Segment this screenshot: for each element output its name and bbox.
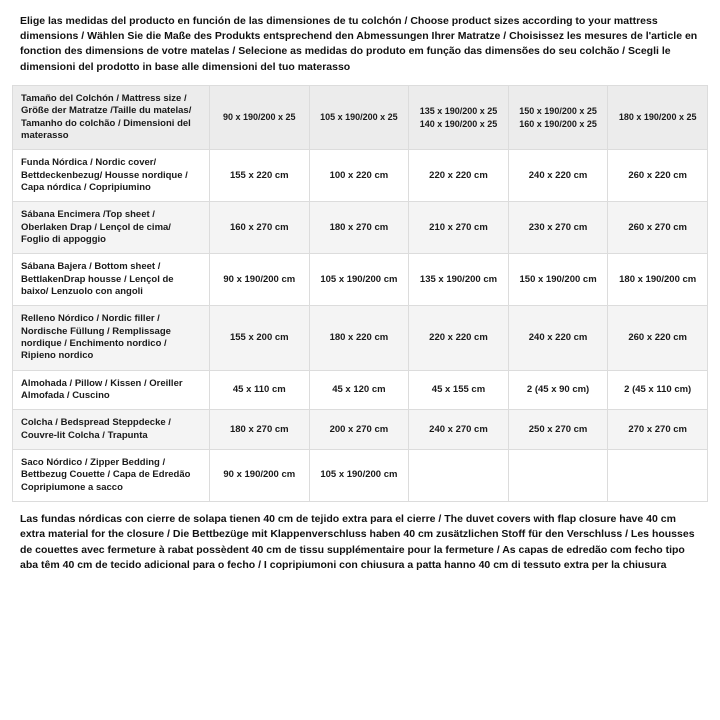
row-value: 135 x 190/200 cm bbox=[409, 254, 509, 306]
header-col-4: 150 x 190/200 x 25 160 x 190/200 x 25 bbox=[508, 85, 608, 149]
row-value: 90 x 190/200 cm bbox=[210, 450, 310, 502]
row-value: 260 x 220 cm bbox=[608, 306, 708, 370]
footnote-text: Las fundas nórdicas con cierre de solapa tienen 40 cm de tejido extra para el cierre / The duvet covers with flap closure have 40 cm extra material for the closure / Die Bettbezüge mit Klappenverschluss haben 40 cm zusätzlichen Stoff für den Verschluss / Les housses de couettes avec fermeture à rabat possèdent 40 cm de tissu supplémentaire pour la fermeture / As capas de edredão com fecho tipo aba têm 40 cm de tecido adicional para o fecho / I copripiumoni con chiusura a patta hanno 40 cm di tessuto extra per la chiusura bbox=[20, 513, 695, 571]
row-value: 45 x 120 cm bbox=[309, 370, 409, 410]
row-label: Sábana Encimera /Top sheet / Oberlaken Drap / Lençol de cima/ Foglio di appoggio bbox=[13, 202, 210, 254]
header-col-5: 180 x 190/200 x 25 bbox=[608, 85, 708, 149]
row-value: 260 x 270 cm bbox=[608, 202, 708, 254]
row-value: 155 x 200 cm bbox=[210, 306, 310, 370]
table-row bbox=[13, 370, 708, 410]
row-value: 200 x 270 cm bbox=[309, 410, 409, 450]
row-value: 240 x 270 cm bbox=[409, 410, 509, 450]
row-value: 45 x 155 cm bbox=[409, 370, 509, 410]
row-value: 2 (45 x 90 cm) bbox=[508, 370, 608, 410]
row-value: 90 x 190/200 cm bbox=[210, 254, 310, 306]
header-label-cell: Tamaño del Colchón / Mattress size / Größe der Matratze /Taille du matelas/ Tamanho do colchão / Dimensioni del materasso bbox=[13, 85, 210, 149]
table-row bbox=[13, 254, 708, 306]
row-value: 2 (45 x 110 cm) bbox=[608, 370, 708, 410]
header-col-1: 90 x 190/200 x 25 bbox=[210, 85, 310, 149]
table-row bbox=[13, 450, 708, 502]
header-col-3: 135 x 190/200 x 25 140 x 190/200 x 25 bbox=[409, 85, 509, 149]
row-label: Funda Nórdica / Nordic cover/ Bettdeckenbezug/ Housse nordique / Capa nórdica / Copripiumino bbox=[13, 150, 210, 202]
row-value: 260 x 220 cm bbox=[608, 150, 708, 202]
row-value: 230 x 270 cm bbox=[508, 202, 608, 254]
table-row bbox=[13, 410, 708, 450]
table-row bbox=[13, 150, 708, 202]
size-table bbox=[12, 85, 708, 502]
row-value: 220 x 220 cm bbox=[409, 306, 509, 370]
row-value: 270 x 270 cm bbox=[608, 410, 708, 450]
row-label: Sábana Bajera / Bottom sheet / BettlakenDrap housse / Lençol de baixo/ Lenzuolo con angoli bbox=[13, 254, 210, 306]
row-label: Colcha / Bedspread Steppdecke / Couvre-lit Colcha / Trapunta bbox=[13, 410, 210, 450]
row-value: 180 x 190/200 cm bbox=[608, 254, 708, 306]
row-value: 180 x 220 cm bbox=[309, 306, 409, 370]
row-value: 220 x 220 cm bbox=[409, 150, 509, 202]
row-value bbox=[508, 450, 608, 502]
row-value: 240 x 220 cm bbox=[508, 150, 608, 202]
table-header-row bbox=[13, 85, 708, 149]
row-label: Almohada / Pillow / Kissen / Oreiller Almofada / Cuscino bbox=[13, 370, 210, 410]
table-row bbox=[13, 306, 708, 370]
row-value: 155 x 220 cm bbox=[210, 150, 310, 202]
row-label: Relleno Nórdico / Nordic filler / Nordische Füllung / Remplissage nordique / Enchimento nordico / Ripieno nordico bbox=[13, 306, 210, 370]
row-value: 45 x 110 cm bbox=[210, 370, 310, 410]
row-value: 105 x 190/200 cm bbox=[309, 450, 409, 502]
row-value: 210 x 270 cm bbox=[409, 202, 509, 254]
row-value: 150 x 190/200 cm bbox=[508, 254, 608, 306]
row-value: 180 x 270 cm bbox=[309, 202, 409, 254]
row-value bbox=[608, 450, 708, 502]
row-label: Saco Nórdico / Zipper Bedding / Bettbezug Couette / Capa de Edredão Copripiumone a sacco bbox=[13, 450, 210, 502]
row-value: 250 x 270 cm bbox=[508, 410, 608, 450]
header-col-2: 105 x 190/200 x 25 bbox=[309, 85, 409, 149]
row-value: 105 x 190/200 cm bbox=[309, 254, 409, 306]
row-value: 160 x 270 cm bbox=[210, 202, 310, 254]
row-value bbox=[409, 450, 509, 502]
row-value: 100 x 220 cm bbox=[309, 150, 409, 202]
row-value: 240 x 220 cm bbox=[508, 306, 608, 370]
intro-text: Elige las medidas del producto en función de las dimensiones de tu colchón / Choose product sizes according to your mattress dimensions / Wählen Sie die Maße des Produkts entsprechend den Abmessungen Ihrer Matratze / Choisissez les mesures de l'article en fonction des dimensions de votre matelas / Selecione as medidas do produto em função das dimensões do seu colchão / Scegli le dimensioni del prodotto in base alle dimensioni del tuo materasso bbox=[20, 15, 698, 73]
table-row bbox=[13, 202, 708, 254]
row-value: 180 x 270 cm bbox=[210, 410, 310, 450]
